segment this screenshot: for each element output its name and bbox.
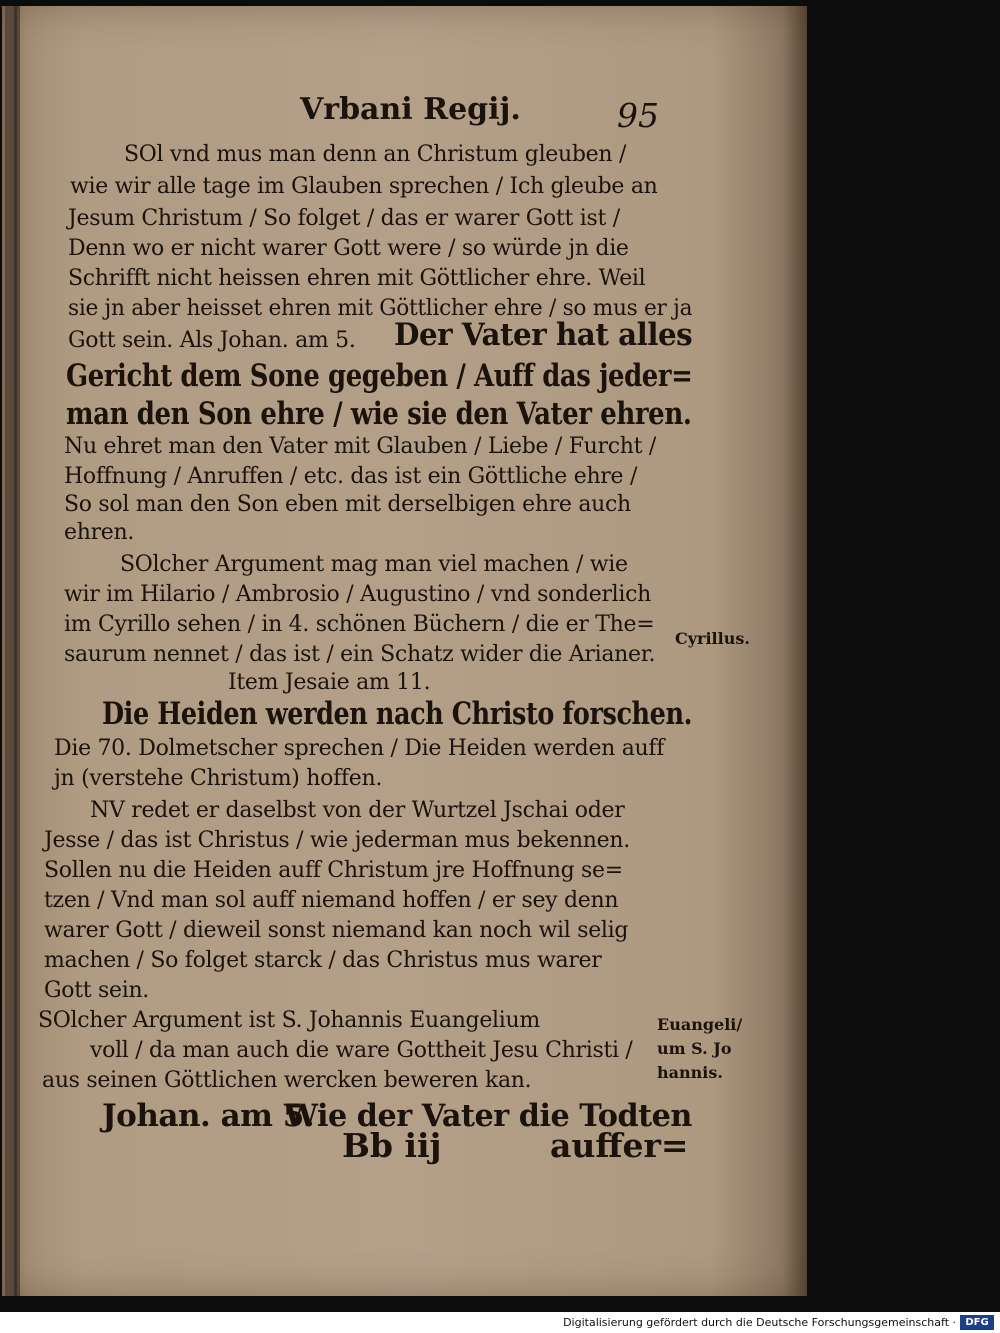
folio-number: 95 bbox=[617, 96, 659, 135]
text-line: Gott sein. Als Johan. am 5. bbox=[68, 328, 356, 353]
text-line-large: Johan. am 5. bbox=[102, 1098, 315, 1134]
text-line-large: man den Son ehre / wie sie den Vater ehren. bbox=[66, 396, 692, 432]
text-line: Schrifft nicht heissen ehren mit Göttlicher ehre. Weil bbox=[68, 266, 646, 291]
book-page bbox=[2, 6, 807, 1296]
text-line: sie jn aber heisset ehren mit Göttlicher ehre / so mus er ja bbox=[68, 296, 693, 321]
page-gutter-edge bbox=[14, 6, 20, 1296]
catchword: auffer= bbox=[550, 1126, 689, 1165]
text-line: machen / So folget starck / das Christus mus warer bbox=[44, 948, 602, 973]
text-line: Denn wo er nicht warer Gott were / so würde jn die bbox=[68, 236, 629, 261]
text-line-large: Wie der Vater die Todten bbox=[284, 1098, 692, 1134]
signature-mark: Bb iij bbox=[342, 1126, 442, 1165]
text-line: Jesse / das ist Christus / wie jederman mus bekennen. bbox=[44, 828, 630, 853]
text-line: saurum nennet / das ist / ein Schatz wider die Arianer. bbox=[64, 642, 656, 667]
text-line: SOlcher Argument ist S. Johannis Euangelium bbox=[38, 1008, 540, 1033]
text-line: wie wir alle tage im Glauben sprechen / Ich gleube an bbox=[70, 174, 658, 199]
text-line: NV redet er daselbst von der Wurtzel Jschai oder bbox=[90, 798, 625, 823]
text-line: aus seinen Göttlichen wercken beweren kan. bbox=[42, 1068, 532, 1093]
text-line: jn (verstehe Christum) hoffen. bbox=[54, 766, 383, 791]
text-line: voll / da man auch die ware Gottheit Jesu Christi / bbox=[90, 1038, 633, 1063]
text-line: tzen / Vnd man sol auff niemand hoffen / er sey denn bbox=[44, 888, 619, 913]
margin-note: Euangeli/ bbox=[657, 1015, 743, 1034]
text-line: Gott sein. bbox=[44, 978, 150, 1003]
text-line: Sollen nu die Heiden auff Christum jre Hoffnung se= bbox=[44, 858, 623, 883]
text-line: im Cyrillo sehen / in 4. schönen Büchern / die er The= bbox=[64, 612, 655, 637]
text-line: ehren. bbox=[64, 520, 135, 545]
text-line: Hoffnung / Anruffen / etc. das ist ein Göttliche ehre / bbox=[64, 464, 638, 489]
text-line: Die 70. Dolmetscher sprechen / Die Heiden werden auff bbox=[54, 736, 665, 761]
text-line-large: Die Heiden werden nach Christo forschen. bbox=[102, 696, 693, 732]
text-line: SOlcher Argument mag man viel machen / wie bbox=[120, 552, 628, 577]
text-line: warer Gott / dieweil sonst niemand kan noch wil selig bbox=[44, 918, 629, 943]
text-line: Item Jesaie am 11. bbox=[228, 670, 431, 695]
text-line: SOl vnd mus man denn an Christum gleuben / bbox=[124, 142, 627, 167]
text-line: wir im Hilario / Ambrosio / Augustino / vnd sonderlich bbox=[64, 582, 652, 607]
digitization-footer bbox=[0, 1312, 1000, 1333]
text-line: Nu ehret man den Vater mit Glauben / Liebe / Furcht / bbox=[64, 434, 656, 459]
funding-credit: Digitalisierung gefördert durch die Deutsche Forschungsgemeinschaft · bbox=[563, 1316, 956, 1329]
dfg-logo-icon: DFG bbox=[960, 1315, 994, 1330]
margin-note: um S. Jo bbox=[657, 1039, 732, 1058]
text-line: Jesum Christum / So folget / das er warer Gott ist / bbox=[68, 206, 620, 231]
text-line: So sol man den Son eben mit derselbigen ehre auch bbox=[64, 492, 631, 517]
text-line-large: Gericht dem Sone gegeben / Auff das jeder= bbox=[66, 358, 693, 394]
running-head: Vrbani Regij. bbox=[300, 92, 521, 127]
text-line-large: Der Vater hat alles bbox=[394, 317, 693, 353]
margin-note: Cyrillus. bbox=[675, 629, 750, 648]
margin-note: hannis. bbox=[657, 1063, 723, 1082]
